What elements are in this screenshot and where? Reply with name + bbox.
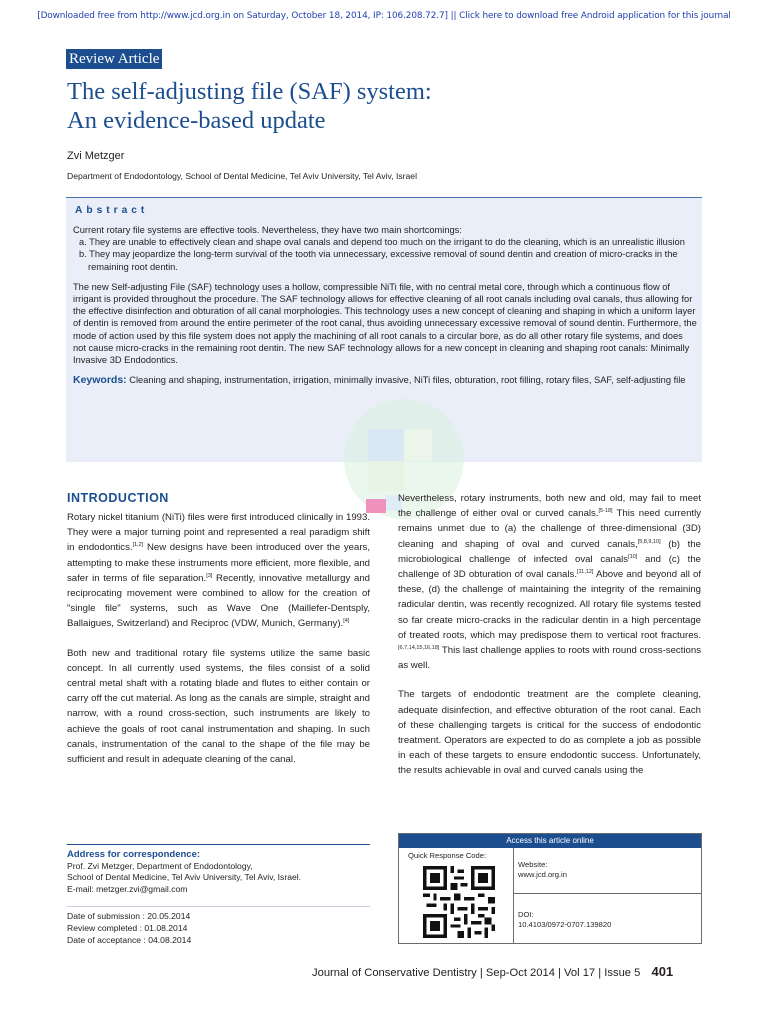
correspondence-line-2: School of Dental Medicine, Tel Aviv University, Tel Aviv, Israel. <box>67 872 302 883</box>
introduction-heading: INTRODUCTION <box>67 491 169 505</box>
page-number: 401 <box>651 964 674 979</box>
qr-cell <box>399 848 514 944</box>
intro-p1-text-c: Recently, innovative metallurgy and reciprocating movement were combined to allow for the creation of "single file" systems, such as Wave One (Maillefer-Dentsply, Ballaigues, Switzerland) and Reciproc (VDW, Munich, Germany). <box>67 572 370 630</box>
reference-mark[interactable]: [6,7,14,15,16,18] <box>398 644 440 651</box>
reference-mark[interactable]: [4] <box>343 618 350 625</box>
intro-p1-text-b: New designs have been introduced over the years, attempting to make these instruments more efficient, more flexible, and safer in terms of file separation. <box>67 542 371 584</box>
abstract-paragraph: The new Self-adjusting File (SAF) technology uses a hollow, compressible NiTi file, with no central metal core, through which a continuous flow of irrigant is provided throughout the procedure. The SAF technology allows for effective cleaning of all root canals including oval canals, thus allowing for the effective disinfection and obturation of all canal morphologies. This technology uses a new concept of cleaning and shaping in which a uniform layer of dentin is removed from around the entire perimeter of the root canal, thus avoiding unnecessary excessive removal of sound dentin. Furthermore, the mode of action used by this file system does not apply the machining of all root canals to a circular bore, as do all other rotary file systems, and does not cause micro-cracks in the remaining root dentin. The new SAF technology allows for a new concept in cleaning and shaping root canals: Minimally Invasive 3D Endodontics. <box>73 281 697 366</box>
doi-cell <box>514 894 702 944</box>
reference-mark[interactable]: [1,2] <box>132 542 144 549</box>
author-name: Zvi Metzger <box>67 150 125 162</box>
abstract-item-a: a. They are unable to effectively clean and shape oval canals and depend too much on the irrigant to do the cleaning, which is an unrealistic illusion <box>79 237 685 248</box>
article-dates <box>67 910 191 946</box>
title-line-1: The self-adjusting file (SAF) system: <box>67 78 432 105</box>
reference-mark[interactable]: [3] <box>206 572 213 579</box>
intro-paragraph-1 <box>67 510 370 632</box>
abstract-body <box>73 224 698 386</box>
intro-p3-text-a: Nevertheless, rotary instruments, both new and old, may fail to meet the challenge of either oval or curved canals. <box>398 493 701 520</box>
qr-code-icon[interactable] <box>423 866 495 938</box>
access-heading: Access this article online <box>399 834 701 848</box>
intro-p3-text-e: Above and beyond all of these, (d) the challenge of maintaining the integrity of the remaining radicular dentin, was recently recognized. All rotary file systems tested so far create micro-cracks in the radicular dentin in a high percentage of treated roots, which may predispose them to vertical root fractures. <box>398 569 701 641</box>
access-info-cells <box>514 848 702 944</box>
intro-paragraph-2: Both new and traditional rotary file systems utilize the same basic concept. In all currently used systems, the files consist of a solid central metal shaft with a rotating blade and flutes to either contain or carry off the cut material. As long as the canals are simple, straight and narrow, with a round cross-section, such instruments are likely to achieve the goals of root canal instrumentation and shaping. In such canals, instrumentation of the canal to the shape of the file may be sufficient and result in adequate cleaning of the canal. <box>67 647 370 766</box>
title-line-2: An evidence-based update <box>67 107 326 134</box>
keywords <box>73 374 698 386</box>
intro-paragraph-4: The targets of endodontic treatment are the complete cleaning, adequate disinfection, and effective obturation of the root canal. Each of these challenging targets is critical for the success of endodontic treatment. Operators are expected to do as complete a job as possible in each of these targets to ensure endodontic success. Unfortunately, the results achievable in oval and curved canals using the <box>398 689 701 777</box>
reference-mark[interactable]: [5-18] <box>598 508 613 515</box>
article-title <box>67 77 707 135</box>
date-review: Review completed : 01.08.2014 <box>67 923 188 933</box>
intro-p1-text-a: Rotary nickel titanium (NiTi) files were first introduced clinically in 1993. They were a major turning point and represented a real paradigm shift in endodontics. <box>67 512 370 554</box>
abstract-intro: Current rotary file systems are effective tools. Nevertheless, they have two main shortcomings: <box>73 225 462 235</box>
correspondence-email[interactable]: E-mail: metzger.zvi@gmail.com <box>67 883 188 894</box>
abstract-heading: Abstract <box>75 205 149 216</box>
reference-mark[interactable]: [11,12] <box>577 568 594 575</box>
author-affiliation: Department of Endodontology, School of Dental Medicine, Tel Aviv University, Tel Aviv, Israel <box>67 171 417 181</box>
keywords-label: Keywords: <box>73 374 127 387</box>
date-submission: Date of submission : 20.05.2014 <box>67 911 191 921</box>
intro-p3-text-d: and (c) the challenge of 3D obturation of oval canals. <box>398 553 701 581</box>
date-acceptance: Date of acceptance : 04.08.2014 <box>67 935 192 945</box>
article-type-badge: Review Article <box>66 49 162 69</box>
abstract-item-b: b. They may jeopardize the long-term survival of the tooth via unnecessary, excessive removal of sound dentin and creation of micro-cracks in the remaining root dentin. <box>79 249 678 272</box>
correspondence-heading: Address for correspondence: <box>67 849 201 860</box>
doi-value[interactable]: 10.4103/0972-0707.139820 <box>518 920 612 929</box>
left-column <box>67 510 370 781</box>
download-banner[interactable]: [Downloaded free from http://www.jcd.org.in on Saturday, October 18, 2014, IP: 106.208.72.7] || Click here to download free Android application for this journal <box>37 11 731 21</box>
website-cell <box>514 848 702 894</box>
page-footer <box>312 964 673 979</box>
correspondence-block <box>67 849 370 895</box>
access-online-box <box>398 833 702 944</box>
footer-journal-info: Journal of Conservative Dentistry | Sep-Oct 2014 | Vol 17 | Issue 5 <box>312 967 641 979</box>
intro-p3-text-b: This need currently remains unmet due to (a) the challenge of three-dimensional (3D) cleaning and shaping of oval and curved canals, <box>398 508 702 550</box>
intro-p3-text-f: This last challenge applies to roots with round cross-sections as well. <box>398 645 701 672</box>
reference-mark[interactable]: [10] <box>628 553 638 560</box>
intro-p3-text-c: (b) the microbiological challenge of infected oval canals <box>398 538 701 565</box>
doi-label: DOI: <box>518 910 534 919</box>
qr-label: Quick Response Code: <box>408 851 487 860</box>
dates-divider <box>67 906 370 907</box>
keywords-list: Cleaning and shaping, instrumentation, irrigation, minimally invasive, NiTi files, obturation, root filling, rotary files, SAF, self-adjusting file <box>129 375 686 386</box>
intro-paragraph-3 <box>398 491 701 673</box>
reference-mark[interactable]: [5,8,9,10] <box>637 538 661 545</box>
correspondence-divider <box>67 844 370 845</box>
correspondence-line-1: Prof. Zvi Metzger, Department of Endodontology, <box>67 860 253 871</box>
website-label: Website: <box>518 860 548 869</box>
right-column <box>398 491 701 793</box>
website-link[interactable]: www.jcd.org.in <box>518 870 567 879</box>
